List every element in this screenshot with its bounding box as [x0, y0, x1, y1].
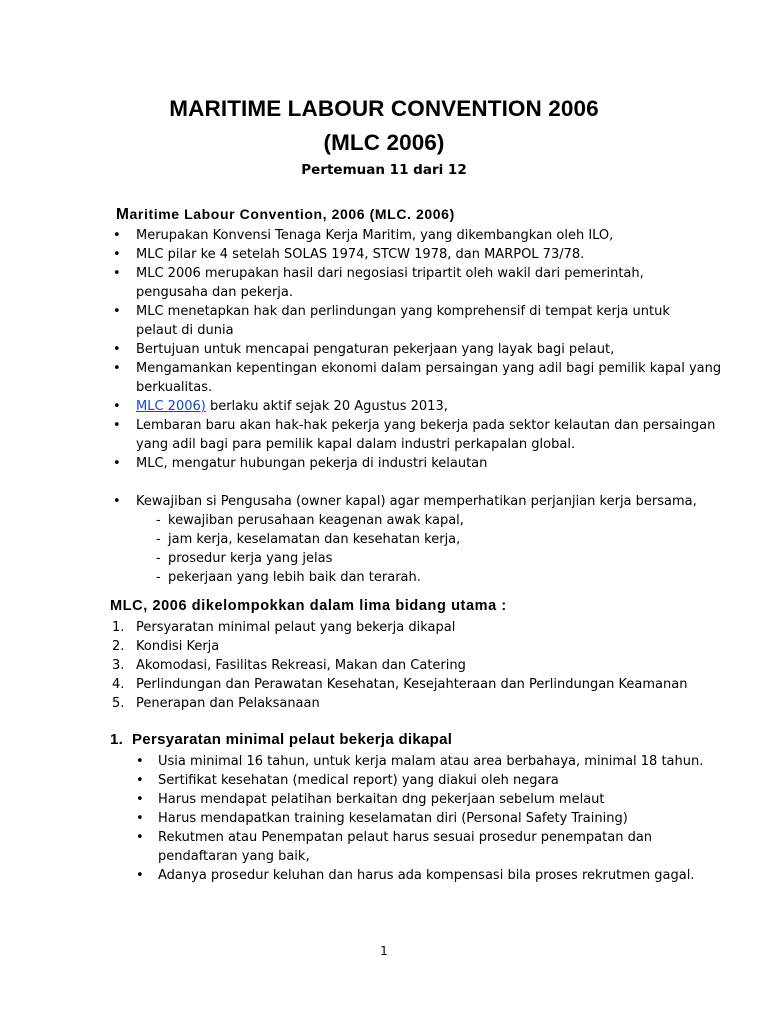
mlc-2006-link[interactable]: MLC 2006)	[136, 399, 206, 414]
bullet-icon: •	[136, 792, 144, 807]
bullet-icon: •	[136, 754, 144, 769]
dash-icon: -	[156, 551, 161, 566]
section3-heading-text: Persyaratan minimal pelaut bekerja dikapal	[132, 731, 453, 748]
list-number: 4.	[112, 677, 125, 692]
link-trailing-text: berlaku aktif sejak 20 Agustus 2013,	[205, 399, 448, 414]
meeting-subtitle: Pertemuan 11 dari 12	[301, 162, 467, 178]
list-item-text: berkualitas.	[136, 380, 213, 395]
bullet-icon: •	[113, 266, 121, 281]
dash-icon: -	[156, 513, 161, 528]
bullet-icon: •	[113, 399, 121, 414]
list-item-text: pendaftaran yang baik,	[158, 849, 310, 864]
bullet-icon: •	[113, 247, 121, 262]
dash-icon: -	[156, 570, 161, 585]
list-item-text	[136, 397, 448, 416]
bullet-icon: •	[113, 342, 121, 357]
document-title-line2: (MLC 2006)	[323, 130, 445, 155]
section1-heading-rest: aritime Labour Convention, 2006 (MLC. 2006)	[129, 206, 455, 222]
sub-list-item-text: jam kerja, keselamatan dan kesehatan kerja,	[168, 532, 461, 547]
list-item-text: Penerapan dan Pelaksanaan	[136, 696, 320, 711]
list-item-text: MLC pilar ke 4 setelah SOLAS 1974, STCW 1978, dan MARPOL 73/78.	[136, 247, 585, 262]
section3-number: 1.	[110, 731, 124, 748]
document-title-line1: MARITIME LABOUR CONVENTION 2006	[169, 96, 599, 121]
list-number: 5.	[112, 696, 125, 711]
list-item-text: Adanya prosedur keluhan dan harus ada kompensasi bila proses rekrutmen gagal.	[158, 868, 695, 883]
bullet-icon: •	[136, 811, 144, 826]
section2-heading: MLC, 2006 dikelompokkan dalam lima bidang utama :	[110, 598, 507, 614]
list-item-text: yang adil bagi para pemilik kapal dalam industri perkapalan global.	[136, 437, 576, 452]
sub-list-item-text: pekerjaan yang lebih baik dan terarah.	[168, 570, 421, 585]
section1-heading	[116, 206, 455, 224]
list-item-text: Sertifikat kesehatan (medical report) yang diakui oleh negara	[158, 773, 559, 788]
list-number: 2.	[112, 639, 125, 654]
page-number: 1	[380, 944, 388, 958]
list-item-text: Merupakan Konvensi Tenaga Kerja Maritim, yang dikembangkan oleh ILO,	[136, 228, 614, 243]
list-item-text: Bertujuan untuk mencapai pengaturan pekerjaan yang layak bagi pelaut,	[136, 342, 615, 357]
list-item-text: Harus mendapat pelatihan berkaitan dng pekerjaan sebelum melaut	[158, 792, 605, 807]
bullet-icon: •	[113, 418, 121, 433]
bullet-icon: •	[113, 304, 121, 319]
bullet-icon: •	[136, 830, 144, 845]
bullet-icon: •	[136, 868, 144, 883]
sub-list-item-text: kewajiban perusahaan keagenan awak kapal,	[168, 513, 464, 528]
list-item-text: Mengamankan kepentingan ekonomi dalam persaingan yang adil bagi pemilik kapal yang	[136, 361, 722, 376]
obligation-text: Kewajiban si Pengusaha (owner kapal) agar memperhatikan perjanjian kerja bersama,	[136, 494, 697, 509]
bullet-icon: •	[113, 228, 121, 243]
bullet-icon: •	[113, 494, 121, 509]
list-item-text: MLC 2006 merupakan hasil dari negosiasi tripartit oleh wakil dari pemerintah,	[136, 266, 644, 281]
list-number: 3.	[112, 658, 125, 673]
bullet-icon: •	[136, 773, 144, 788]
section1-heading-initial: M	[116, 206, 130, 223]
bullet-icon: •	[113, 456, 121, 471]
list-item-text: MLC, mengatur hubungan pekerja di industri kelautan	[136, 456, 488, 471]
list-item-text: Akomodasi, Fasilitas Rekreasi, Makan dan Catering	[136, 658, 466, 673]
bullet-icon: •	[113, 361, 121, 376]
list-item-text: Lembaran baru akan hak-hak pekerja yang bekerja pada sektor kelautan dan persaingan	[136, 418, 716, 433]
list-item-text: Harus mendapatkan training keselamatan diri (Personal Safety Training)	[158, 811, 628, 826]
sub-list-item-text: prosedur kerja yang jelas	[168, 551, 333, 566]
list-item-text: pelaut di dunia	[136, 323, 234, 338]
list-item-text: Kondisi Kerja	[136, 639, 220, 654]
section3-heading	[110, 731, 452, 748]
list-item-text: pengusaha dan pekerja.	[136, 285, 294, 300]
list-item-text: Persyaratan minimal pelaut yang bekerja dikapal	[136, 620, 456, 635]
list-item-text: Usia minimal 16 tahun, untuk kerja malam atau area berbahaya, minimal 18 tahun.	[158, 754, 704, 769]
list-item-text: Rekutmen atau Penempatan pelaut harus sesuai prosedur penempatan dan	[158, 830, 653, 845]
list-item-text: Perlindungan dan Perawatan Kesehatan, Kesejahteraan dan Perlindungan Keamanan	[136, 677, 688, 692]
list-number: 1.	[112, 620, 125, 635]
list-item-text: MLC menetapkan hak dan perlindungan yang komprehensif di tempat kerja untuk	[136, 304, 670, 319]
dash-icon: -	[156, 532, 161, 547]
